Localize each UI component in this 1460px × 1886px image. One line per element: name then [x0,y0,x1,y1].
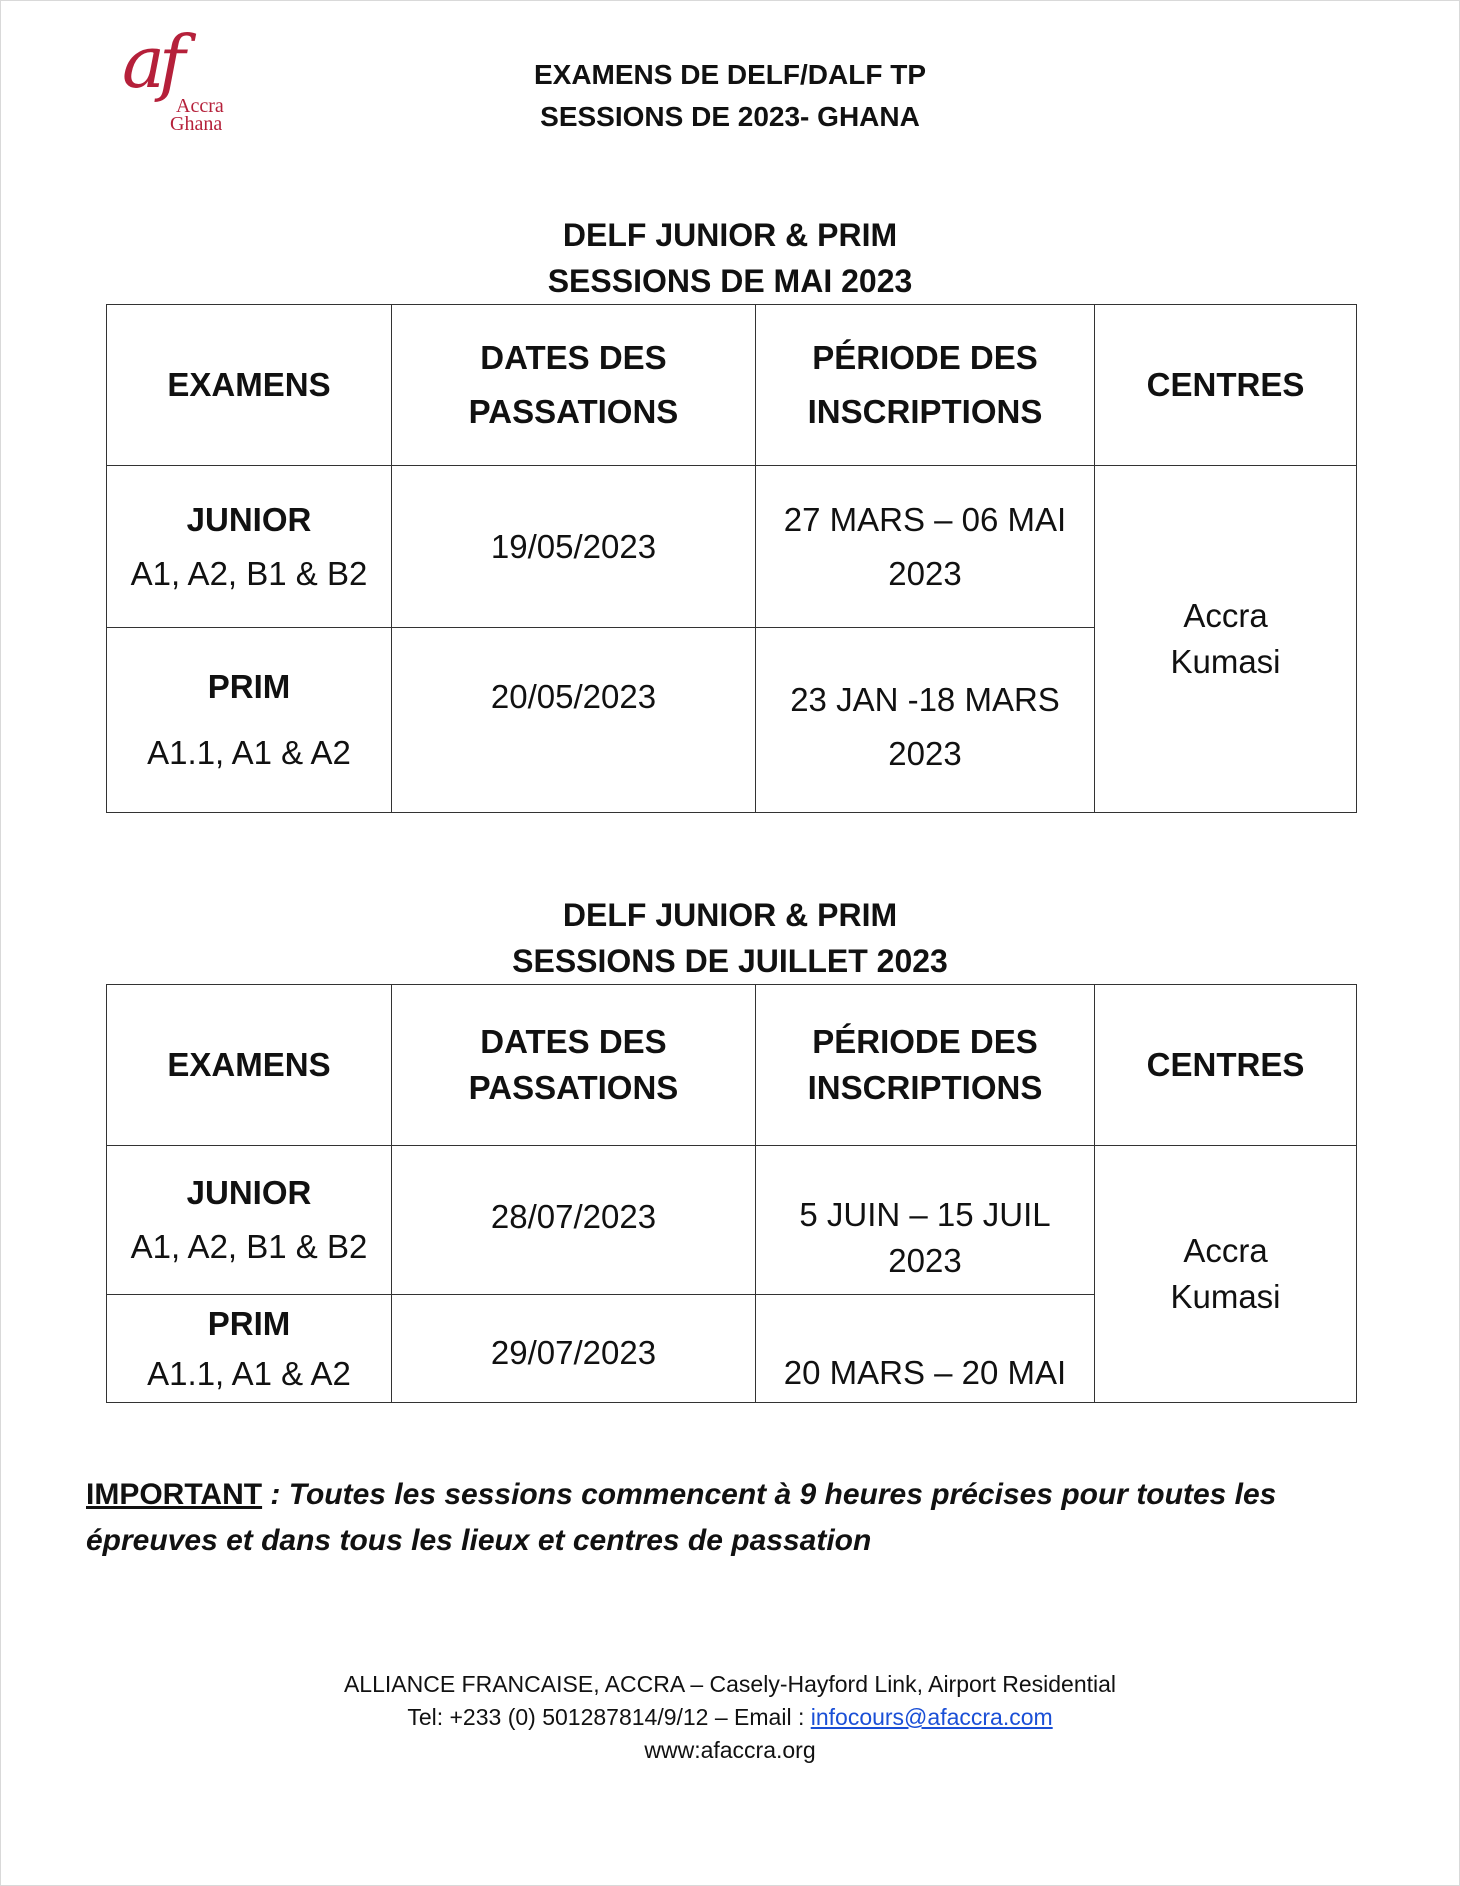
column-header-periode: PÉRIODE DES INSCRIPTIONS [756,305,1095,466]
period-cell: 27 MARS – 06 MAI 2023 [756,466,1095,628]
footer-address: ALLIANCE FRANCAISE, ACCRA – Casely-Hayford Link, Airport Residential [343,1671,1117,1697]
exam-levels: A1, A2, B1 & B2 [130,554,368,592]
period-cell: 20 MARS – 20 MAI [756,1295,1095,1403]
footer-contact [0,1701,1460,1734]
may-sessions-table [106,304,1357,813]
exam-cell [107,466,392,628]
document-title [0,54,1460,138]
section-july-title-line2: SESSIONS DE JUILLET 2023 [512,943,948,979]
section-may-title-line2: SESSIONS DE MAI 2023 [547,263,913,299]
exam-levels: A1, A2, B1 & B2 [130,1228,368,1265]
logo-mark: af [122,20,180,104]
exam-cell [107,628,392,813]
important-label: IMPORTANT [86,1478,263,1511]
section-july-title [0,892,1460,984]
logo-ghana-text: Ghana [170,113,223,135]
important-note [86,1472,1376,1564]
column-header-dates: DATES DES PASSATIONS [392,305,756,466]
column-header-examens: EXAMENS [107,985,392,1146]
footer-email-link[interactable]: infocours@afaccra.com [810,1704,1053,1730]
exam-cell [107,1146,392,1295]
table-row [107,1146,1357,1295]
date-cell: 28/07/2023 [392,1146,756,1295]
table-header-row [107,985,1357,1146]
period-cell: 5 JUIN – 15 JUIL 2023 [756,1146,1095,1295]
table-header-row [107,305,1357,466]
date-cell: 19/05/2023 [392,466,756,628]
exam-name: JUNIOR [186,500,312,538]
section-may-title [0,212,1460,304]
logo-accra-text: Accra [176,95,224,117]
section-july-title-line1: DELF JUNIOR & PRIM [562,897,898,933]
date-cell: 20/05/2023 [392,628,756,813]
footer-tel: Tel: +233 (0) 501287814/9/12 – Email : [407,1704,811,1730]
centres-cell: Accra Kumasi [1095,466,1357,813]
document-title-line1: EXAMENS DE DELF/DALF TP [533,59,926,90]
table-row [107,466,1357,628]
footer-website: www:afaccra.org [644,1737,816,1763]
exam-name: PRIM [207,1304,291,1342]
july-sessions-table [106,984,1357,1403]
column-header-centres: CENTRES [1095,305,1357,466]
exam-name: PRIM [207,668,291,705]
date-cell: 29/07/2023 [392,1295,756,1403]
exam-levels: A1.1, A1 & A2 [147,734,351,771]
exam-name: JUNIOR [186,1174,312,1211]
centres-cell: Accra Kumasi [1095,1146,1357,1403]
column-header-centres: CENTRES [1095,985,1357,1146]
section-may-title-line1: DELF JUNIOR & PRIM [562,217,898,253]
document-title-line2: SESSIONS DE 2023- GHANA [540,101,920,132]
exam-levels: A1.1, A1 & A2 [147,1354,351,1392]
footer [0,1668,1460,1767]
column-header-periode: PÉRIODE DES INSCRIPTIONS [756,985,1095,1146]
column-header-examens: EXAMENS [107,305,392,466]
period-cell: 23 JAN -18 MARS 2023 [756,628,1095,813]
exam-cell [107,1295,392,1403]
important-text: : Toutes les sessions commencent à 9 heures précises pour toutes les épreuves et dans tous les lieux et centres de passation [86,1478,1277,1557]
column-header-dates: DATES DES PASSATIONS [392,985,756,1146]
